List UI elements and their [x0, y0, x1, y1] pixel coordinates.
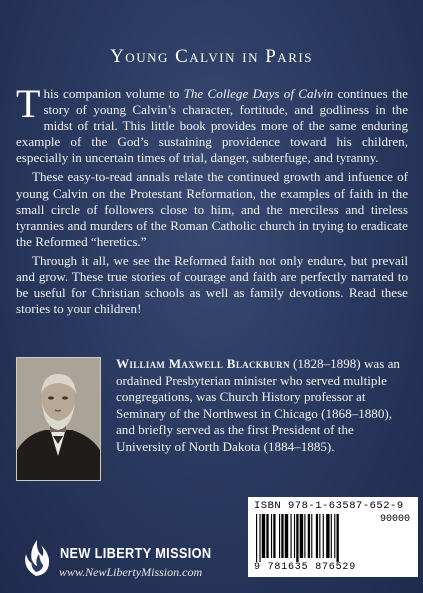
description — [16, 81, 408, 320]
isbn-barcode — [248, 497, 418, 577]
barcode-bar — [291, 514, 292, 558]
barcode-bar — [271, 514, 272, 558]
barcode-bar — [337, 514, 339, 562]
price-code: 90000 — [379, 514, 410, 525]
barcode-bar — [296, 514, 298, 562]
barcode-bar — [323, 514, 324, 558]
publisher-name: NEW LIBERTY MISSION — [60, 545, 212, 562]
barcode-digits: 9 781635 876529 — [254, 562, 357, 573]
intro-paragraph — [16, 81, 408, 166]
barcode-bar — [300, 514, 303, 558]
barcode-bar — [279, 514, 280, 558]
barcode-bar — [304, 514, 305, 558]
barcode-bar — [316, 514, 318, 558]
barcode-bar — [294, 514, 295, 558]
barcode-bar — [259, 514, 260, 562]
paragraph-3: Through it all, we see the Reformed faith not only endure, but prevail and grow. These true stories of courage and faith are perfectly narrated to be useful for Christian schools as well as family devotions. Read these stories to your children! — [16, 252, 408, 317]
flame-logo-icon — [16, 538, 56, 578]
isbn-number: ISBN 978-1-63587-652-9 — [254, 500, 404, 512]
barcode-bar — [311, 514, 312, 558]
barcode-bar — [308, 514, 310, 558]
barcode-bar — [266, 514, 268, 558]
book-title: Young Calvin in Paris — [110, 46, 313, 67]
barcode-bars — [256, 514, 374, 562]
paragraph-2: These easy-to-read annals relate the continued growth and infuence of young Calvin on the Protestant Reformation, the examples of faith in the small circle of followers close to him, and the merciless and tireless tyrannies and murders of the Roman Catholic church in trying to eradicate the Reformed “heretics.” — [16, 169, 408, 249]
author-bio — [116, 356, 410, 455]
barcode-bar — [256, 514, 257, 562]
intro-text-2: continues the story of young Calvin’s character, fortitude, and godliness in the midst of trial. This little book provides more of the same enduring example of the God’s sustaining providence toward his children, especially in uncertain times of trial, danger, subterfuge, and tyranny. — [16, 86, 408, 166]
author-bio-text: (1828–1898) was an ordained Presbyterian minister who served multiple congregations, was Church History professor at Seminary of the Northwest in Chicago (1868–1880), and briefly served as the first President of the University of North Dakota (1884–1885). — [116, 356, 400, 454]
barcode-bar — [326, 514, 329, 558]
barcode-bar — [262, 514, 265, 558]
barcode-bar — [273, 514, 275, 558]
author-portrait — [16, 357, 101, 481]
barcode-bar — [331, 514, 332, 558]
barcode-bar — [319, 514, 320, 558]
barcode-bar — [285, 514, 288, 558]
companion-book-title: The College Days of Calvin — [183, 86, 334, 101]
author-name: William Maxwell Blackburn — [116, 356, 290, 371]
drop-cap: T — [16, 81, 41, 126]
barcode-bar — [334, 514, 335, 558]
barcode-bar — [281, 514, 283, 558]
publisher-url: www.NewLibertyMission.com — [59, 565, 203, 579]
intro-text-1: his companion volume to — [43, 86, 184, 101]
